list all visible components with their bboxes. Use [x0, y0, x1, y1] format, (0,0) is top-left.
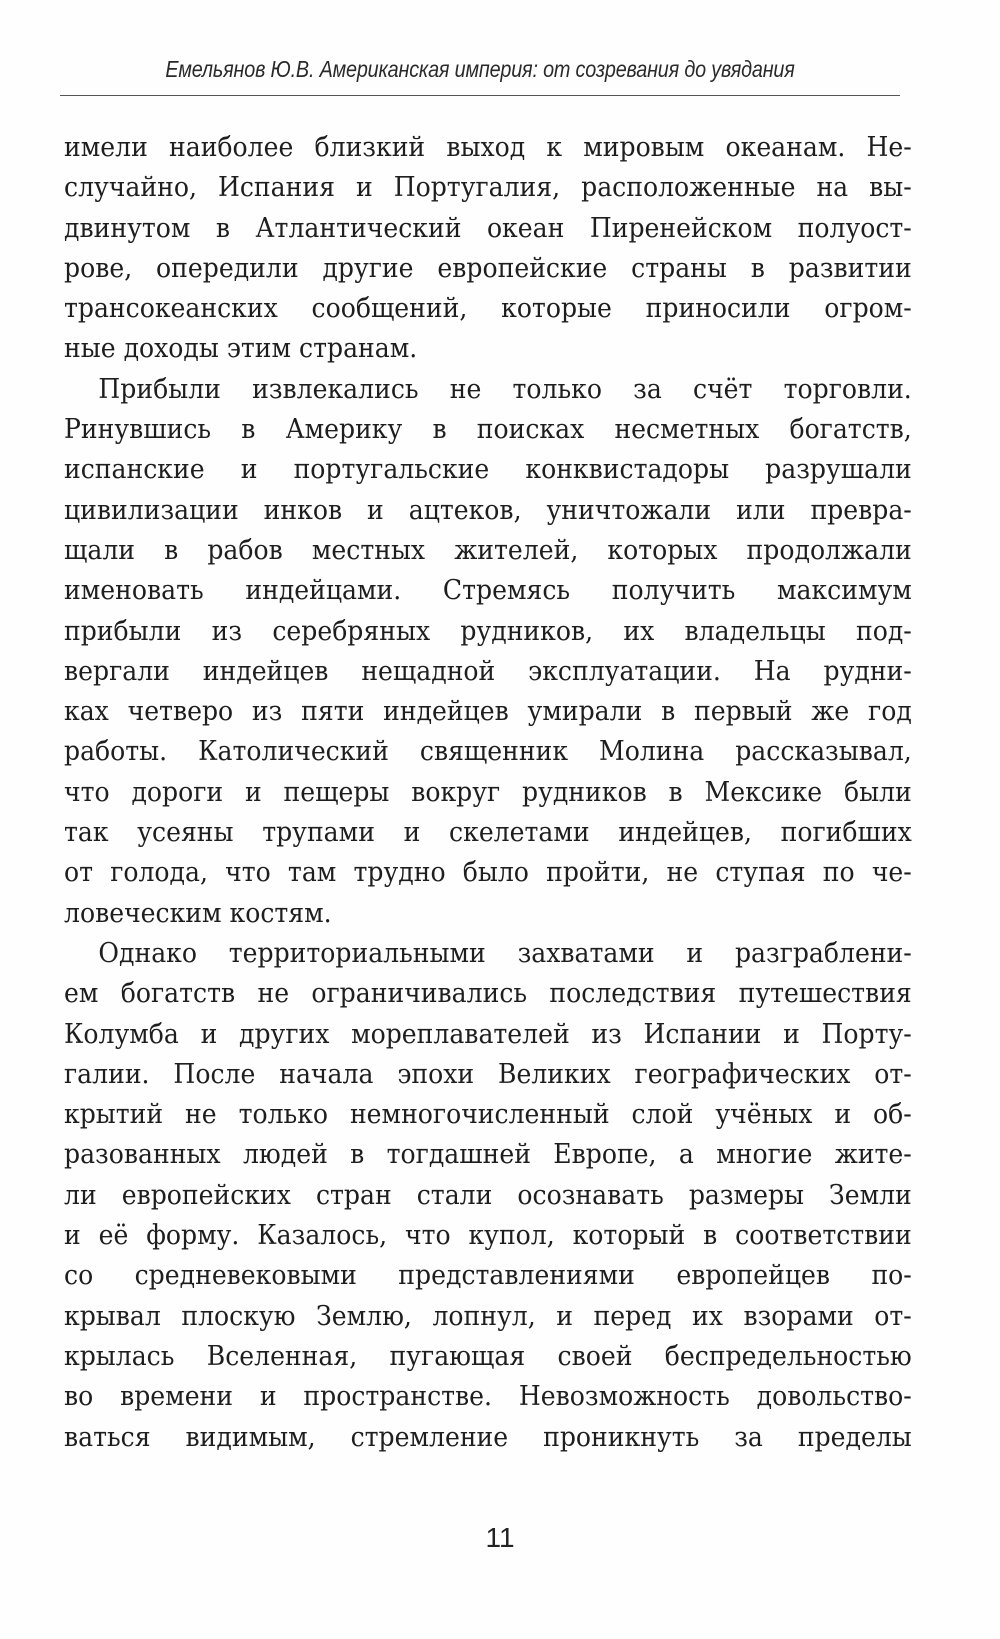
text-line: Ринувшись в Америку в поисках несметных богатств,: [64, 414, 912, 446]
text-line: ли европейских стран стали осознавать размеры Земли: [64, 1179, 912, 1211]
page-number: 11: [485, 1522, 515, 1553]
text-line: щали в рабов местных жителей, которых продолжали: [64, 534, 912, 566]
text-line: имели наиболее близкий выход к мировым океанам. Не-: [64, 132, 912, 163]
text-line: крылась Вселенная, пугающая своей беспредельностью: [64, 1340, 912, 1372]
header-rule: [60, 95, 900, 96]
text-line: что дороги и пещеры вокруг рудников в Мексике были: [64, 776, 912, 808]
text-line: ках четверо из пяти индейцев умирали в первый же год: [64, 696, 912, 728]
text-line: прибыли из серебряных рудников, их владельцы под-: [64, 615, 912, 647]
text-line: трансокеанских сообщений, которые приносили огром-: [64, 293, 912, 325]
paragraph: [64, 370, 912, 934]
text-line: Однако территориальными захватами и разграблени-: [98, 937, 912, 969]
text-line: от голода, что там трудно было пройти, не ступая по че-: [64, 857, 912, 889]
text-line: ем богатств не ограничивались последствия путешествия: [64, 978, 912, 1010]
body-text: [64, 128, 912, 1458]
text-line: галии. После начала эпохи Великих географических от-: [64, 1058, 912, 1090]
text-line: рове, опередили другие европейские страны в развитии: [64, 252, 912, 284]
text-line: случайно, Испания и Португалия, расположенные на вы-: [64, 172, 912, 204]
text-line: во времени и пространстве. Невозможность довольство-: [64, 1381, 912, 1413]
text-line: вергали индейцев нещадной эксплуатации. На рудни-: [64, 655, 912, 687]
running-head: Емельянов Ю.В. Американская империя: от созревания до увядания: [165, 56, 795, 82]
text-line: ловеческим костям.: [64, 897, 332, 929]
text-line: разованных людей в тогдашней Европе, а многие жите-: [64, 1139, 912, 1171]
paragraph: [64, 934, 912, 1458]
text-line: ные доходы этим странам.: [64, 333, 418, 365]
text-line: Колумба и других мореплавателей из Испании и Порту-: [64, 1018, 912, 1050]
text-line: двинутом в Атлантический океан Пиренейском полуост-: [64, 212, 912, 244]
text-line: со средневековыми представлениями европейцев по-: [64, 1260, 912, 1292]
text-line: ваться видимым, стремление проникнуть за пределы: [64, 1421, 912, 1453]
text-line: цивилизации инков и ацтеков, уничтожали или превра-: [64, 494, 912, 526]
text-line: крытий не только немногочисленный слой учёных и об-: [64, 1099, 912, 1131]
text-line: Прибыли извлекались не только за счёт торговли.: [98, 373, 912, 405]
text-line: крывал плоскую Землю, лопнул, и перед их взорами от-: [64, 1300, 912, 1332]
text-line: испанские и португальские конквистадоры разрушали: [64, 454, 912, 486]
paragraph: [64, 128, 912, 370]
text-line: работы. Католический священник Молина рассказывал,: [64, 736, 912, 768]
text-line: так усеяны трупами и скелетами индейцев, погибших: [64, 817, 912, 849]
text-line: именовать индейцами. Стремясь получить максимум: [64, 575, 912, 607]
text-line: и её форму. Казалось, что купол, который в соответствии: [64, 1220, 912, 1252]
